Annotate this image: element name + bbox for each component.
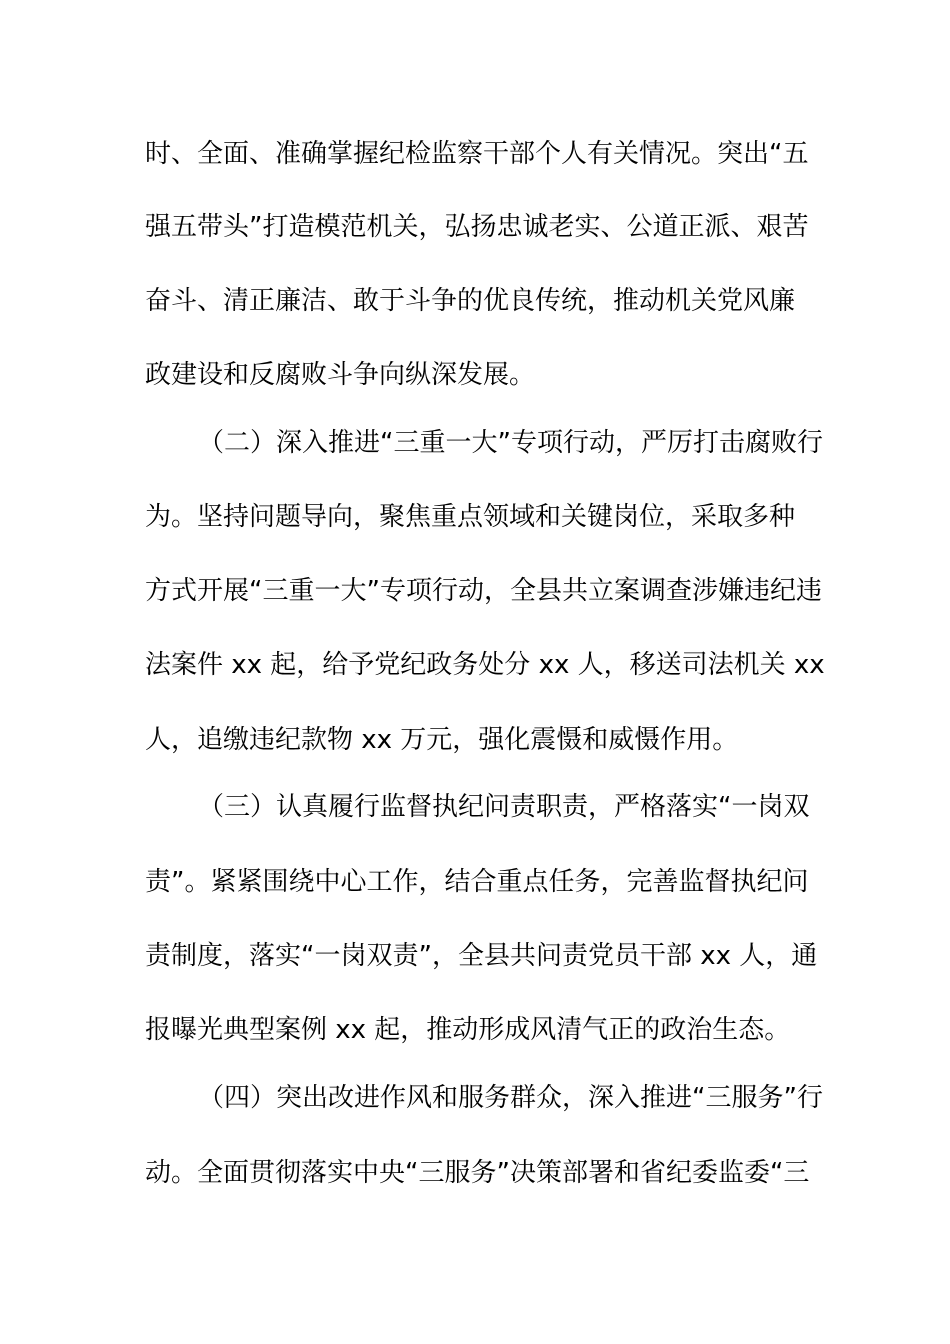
body-text-line: 责制度，落实“一岗双责”，全县共问责党员干部 xx 人，通 (145, 941, 818, 971)
section-heading-line: （二）深入推进“三重一大”专项行动，严厉打击腐败行 (198, 428, 823, 458)
body-text-line: 人，追缴违纪款物 xx 万元，强化震慑和威慑作用。 (145, 725, 739, 755)
body-text-line: 政建设和反腐败斗争向纵深发展。 (145, 360, 536, 390)
body-text-line: 方式开展“三重一大”专项行动，全县共立案调查涉嫌违纪违 (145, 576, 822, 606)
body-text-line: 法案件 xx 起，给予党纪政务处分 xx 人，移送司法机关 xx (145, 650, 825, 680)
section-heading-line: （四）突出改进作风和服务群众，深入推进“三服务”行 (198, 1083, 823, 1113)
section-heading-line: （三）认真履行监督执纪问责职责，严格落实“一岗双 (198, 792, 810, 822)
body-text-line: 奋斗、清正廉洁、敢于斗争的优良传统，推动机关党风廉 (145, 286, 796, 316)
body-text-line: 为。坚持问题导向，聚焦重点领域和关键岗位，采取多种 (145, 502, 796, 532)
body-text-line: 强五带头”打造模范机关，弘扬忠诚老实、公道正派、艰苦 (145, 212, 809, 242)
body-text-line: 报曝光典型案例 xx 起，推动形成风清气正的政治生态。 (145, 1015, 791, 1045)
body-text-line: 责”。紧紧围绕中心工作，结合重点任务，完善监督执纪问 (145, 867, 809, 897)
body-text-line: 时、全面、准确掌握纪检监察干部个人有关情况。突出“五 (145, 139, 809, 169)
body-text-line: 动。全面贯彻落实中央“三服务”决策部署和省纪委监委“三 (145, 1158, 810, 1188)
